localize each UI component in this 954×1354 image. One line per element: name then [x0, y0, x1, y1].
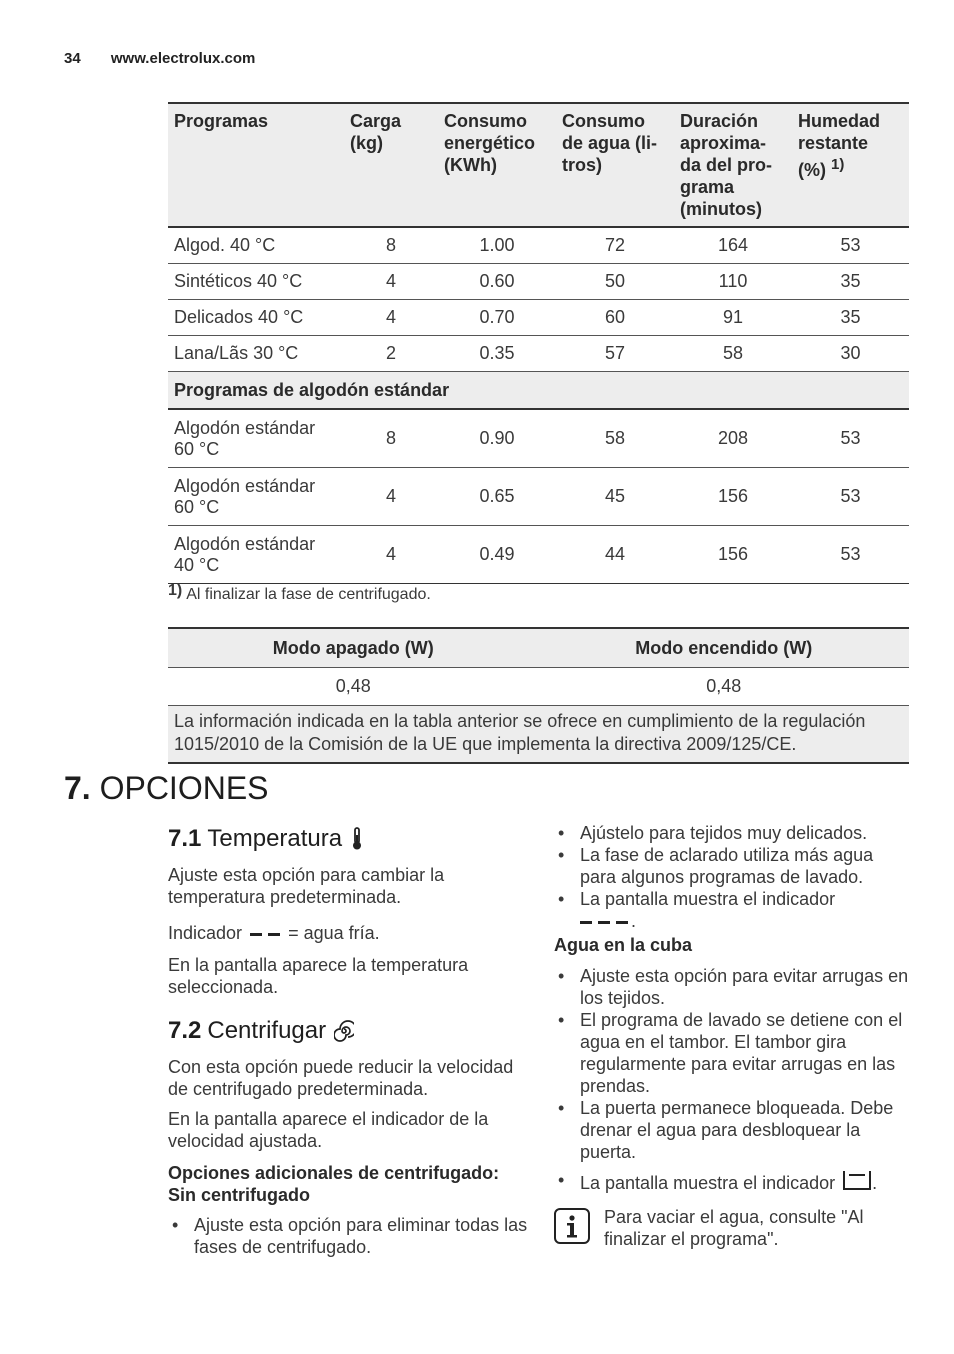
- table-cell: 8: [344, 227, 438, 264]
- table-cell: Delicados 40 °C: [168, 300, 344, 336]
- table-cell: 0.90: [438, 409, 556, 468]
- dash-icon: [268, 933, 280, 936]
- regulation-note: La información indicada en la tabla anterior se ofrece en cumplimiento de la regulación 1015/2010 de la Comisión de la UE que implementa la directiva 2009/125/CE.: [168, 706, 909, 764]
- table-cell: 30: [792, 336, 909, 372]
- table-cell: Algodón estándar 60 °C: [168, 468, 344, 526]
- thermometer-icon: [350, 827, 364, 851]
- table-cell: 4: [344, 526, 438, 584]
- right-column: [554, 822, 910, 1250]
- footnote-mark: 1): [831, 156, 845, 173]
- table-cell: Algodón estándar 60 °C: [168, 409, 344, 468]
- section-title: Temperatura: [207, 825, 343, 852]
- paragraph: En la pantalla aparece el indicador de la velocidad ajustada.: [168, 1109, 489, 1151]
- table-cell: 53: [792, 526, 909, 584]
- info-icon: [554, 1208, 590, 1244]
- table-cell: 0.65: [438, 468, 556, 526]
- table-cell: 35: [792, 300, 909, 336]
- info-note: [554, 1206, 910, 1250]
- info-text: Para vaciar el agua, consulte "Al finalizar el programa".: [604, 1207, 864, 1249]
- list-item: • La fase de aclarado utiliza más agua para algunos programas de lavado.: [554, 844, 910, 888]
- table-row: [168, 468, 909, 526]
- section-title: Centrifugar: [207, 1017, 327, 1044]
- subheading: Opciones adicionales de centrifugado: Sin centrifugado: [168, 1163, 500, 1205]
- spin-icon: [334, 1020, 354, 1042]
- section-heading-temperatura: [168, 822, 528, 856]
- footnote-text: Al finalizar la fase de centrifugado.: [186, 586, 431, 603]
- col-header-consumo-energetico: Consumo energético (KWh): [438, 103, 556, 227]
- paragraph: Con esta opción puede reducir la velocidad de centrifugado predeterminada.: [168, 1057, 514, 1099]
- website-url: www.electrolux.com: [110, 50, 256, 67]
- table-row: [168, 336, 909, 372]
- table-cell: 0,48: [168, 668, 539, 706]
- table-cell: 44: [556, 526, 674, 584]
- table-cell: 0.49: [438, 526, 556, 584]
- table-cell: 1.00: [438, 227, 556, 264]
- table-row: [168, 409, 909, 468]
- table-cell: 4: [344, 300, 438, 336]
- table-cell: 4: [344, 468, 438, 526]
- table-cell: 53: [792, 409, 909, 468]
- col-header-duracion: Duración aproxima- da del pro- grama (minutos): [674, 103, 792, 227]
- list-item: • Ajuste esta opción para eliminar todas las fases de centrifugado.: [168, 1214, 528, 1258]
- table-cell: 110: [674, 264, 792, 300]
- dash-icon: [250, 933, 262, 936]
- bullet-list: [168, 1214, 528, 1258]
- table-cell: 0.70: [438, 300, 556, 336]
- col-header-modo-apagado: Modo apagado (W): [168, 628, 539, 668]
- table-row: [168, 264, 909, 300]
- section-number: 7.1: [168, 825, 202, 852]
- table-cell: Algodón estándar 40 °C: [168, 526, 344, 584]
- subheading: Agua en la cuba: [554, 935, 693, 955]
- paragraph: Ajuste esta opción para cambiar la temperatura predeterminada.: [168, 865, 445, 907]
- col-header-humedad: Humedad restante (%) $^{1)}$: [792, 103, 909, 227]
- bullet-list: [554, 965, 910, 1196]
- table-cell: 58: [674, 336, 792, 372]
- paragraph: En la pantalla aparece la temperatura seleccionada.: [168, 955, 469, 997]
- table-row: [168, 526, 909, 584]
- chapter-title: [64, 770, 269, 807]
- list-item: • La pantalla muestra el indicador .: [554, 1169, 910, 1196]
- footnote-mark: 1): [168, 582, 183, 599]
- list-item: • El programa de lavado se detiene con el agua en el tambor. El tambor gira regularmente para evitar arrugas en las prendas.: [554, 1009, 910, 1097]
- col-header-programas: Programas: [168, 103, 344, 227]
- table-cell: 164: [674, 227, 792, 264]
- col-header-carga: Carga (kg): [344, 103, 438, 227]
- section-title: Programas de algodón estándar: [168, 372, 909, 410]
- table-cell: 91: [674, 300, 792, 336]
- table-cell: Algod. 40 °C: [168, 227, 344, 264]
- table-footnote: [168, 582, 431, 604]
- table-row: [168, 706, 909, 764]
- page-header: [64, 50, 255, 67]
- table-cell: 0.35: [438, 336, 556, 372]
- table-cell: 208: [674, 409, 792, 468]
- page-number: 34: [64, 50, 81, 67]
- bullet-list: [554, 822, 910, 932]
- table-section-row: [168, 372, 909, 410]
- table-row: [168, 300, 909, 336]
- table-cell: 57: [556, 336, 674, 372]
- table-header-row: [168, 103, 909, 227]
- table-row: [168, 227, 909, 264]
- table-cell: 4: [344, 264, 438, 300]
- col-header-modo-encendido: Modo encendido (W): [539, 628, 910, 668]
- col-header-consumo-agua: Consumo de agua (li- tros): [556, 103, 674, 227]
- chapter-number: 7.: [64, 770, 91, 806]
- section-heading-centrifugar: [168, 1014, 528, 1048]
- table-cell: 0,48: [539, 668, 910, 706]
- table-cell: Sintéticos 40 °C: [168, 264, 344, 300]
- table-cell: 35: [792, 264, 909, 300]
- table-cell: 53: [792, 468, 909, 526]
- table-cell: 58: [556, 409, 674, 468]
- list-item: • Ajústelo para tejidos muy delicados.: [554, 822, 910, 844]
- table-cell: 2: [344, 336, 438, 372]
- table-cell: 156: [674, 526, 792, 584]
- indicator-paragraph: Indicador = agua fría.: [168, 923, 380, 943]
- table-cell: 50: [556, 264, 674, 300]
- table-cell: 8: [344, 409, 438, 468]
- tub-indicator-icon: [842, 1169, 872, 1196]
- table-cell: Lana/Lãs 30 °C: [168, 336, 344, 372]
- list-item: • Ajuste esta opción para evitar arrugas en los tejidos.: [554, 965, 910, 1009]
- programs-table: [168, 102, 909, 584]
- table-cell: 72: [556, 227, 674, 264]
- list-item: • La puerta permanece bloqueada. Debe drenar el agua para desbloquear la puerta.: [554, 1097, 910, 1163]
- power-table: [168, 627, 909, 764]
- section-number: 7.2: [168, 1017, 202, 1044]
- table-header-row: [168, 628, 909, 668]
- table-row: [168, 668, 909, 706]
- table-cell: 53: [792, 227, 909, 264]
- table-cell: 45: [556, 468, 674, 526]
- table-cell: 0.60: [438, 264, 556, 300]
- triple-dash-indicator-icon: [580, 911, 631, 931]
- list-item: • La pantalla muestra el indicador .: [554, 888, 910, 932]
- left-column: [168, 822, 528, 1258]
- chapter-name: OPCIONES: [99, 770, 269, 806]
- table-cell: 156: [674, 468, 792, 526]
- table-cell: 60: [556, 300, 674, 336]
